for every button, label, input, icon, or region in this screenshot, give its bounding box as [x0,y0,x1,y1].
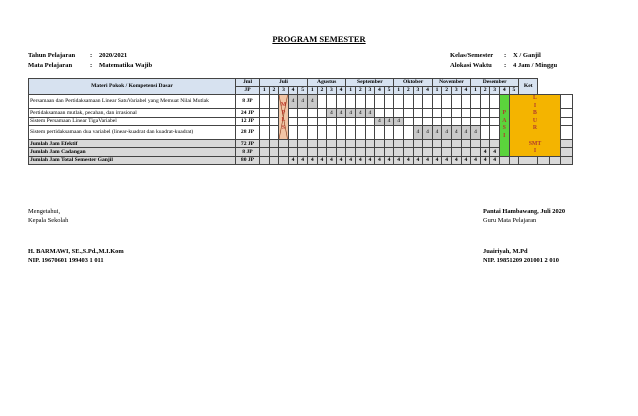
week-cell [432,109,442,117]
libur-block-letter: I [533,102,537,109]
week-cell: 4 [413,156,423,164]
week-cell [490,125,500,139]
cell-ket [561,156,573,164]
week-cell [413,148,423,156]
week-cell [451,109,461,117]
week-cell [461,109,471,117]
week-cell [288,125,298,139]
week-cell [288,117,298,125]
week-cell [394,95,404,109]
week-cell: 4 [480,148,490,156]
week-cell [432,148,442,156]
week-cell [451,148,461,156]
week-cell [423,148,433,156]
week-cell [317,148,327,156]
week-cell: 4 [403,156,413,164]
cell-ket [561,148,573,156]
week-cell: 4 [461,125,471,139]
week-cell [384,140,394,148]
week-cell [298,109,308,117]
cell-jp: 80 JP [236,156,260,164]
week-cell: 4 [327,109,337,117]
cell-ket [561,117,573,125]
week-cell [365,117,375,125]
week-cell [269,140,279,148]
week-cell [403,117,413,125]
header-week: 3 [451,87,461,95]
week-cell [279,140,289,148]
cell-materi: Sistem Persamaan Linear TigaVariabel [29,117,236,125]
week-cell: 4 [451,125,461,139]
summary-row [29,148,573,156]
week-cell [519,156,538,164]
week-cell [432,140,442,148]
week-cell: 4 [327,156,337,164]
week-cell [336,125,346,139]
week-cell [288,109,298,117]
week-cell [327,117,337,125]
week-cell [461,117,471,125]
table-row [29,117,573,125]
cell-jp: 8 JP [236,148,260,156]
week-cell [260,109,270,117]
header-week: 1 [471,87,481,95]
header-week: 2 [480,87,490,95]
week-cell [384,148,394,156]
libur-block-letter [511,133,560,141]
week-cell [480,125,490,139]
week-cell [355,117,365,125]
libur-block-text [511,95,560,156]
header-month: Desember [471,79,519,87]
week-cell [260,156,270,164]
week-cell: 4 [355,156,365,164]
week-cell [317,95,327,109]
week-cell: 4 [480,156,490,164]
week-cell [442,117,452,125]
week-cell [471,109,481,117]
cell-jp: 28 JP [236,125,260,139]
week-cell [317,125,327,139]
week-cell: 4 [384,156,394,164]
meta-left-block [28,51,152,71]
meta-row-alokasi [450,61,557,71]
mpls-block [279,95,289,140]
header-week: 3 [327,87,337,95]
week-cell [394,148,404,156]
summary-row [29,156,573,164]
week-cell [490,140,500,148]
week-cell [298,117,308,125]
signature-place: Pantai Hambawang, Juli 2020 [483,208,566,215]
week-cell [365,125,375,139]
week-cell [384,95,394,109]
week-cell [336,117,346,125]
week-cell [279,156,289,164]
week-cell: 4 [461,156,471,164]
week-cell: 4 [336,109,346,117]
week-cell: 4 [471,125,481,139]
week-cell [384,109,394,117]
header-week: 4 [461,87,471,95]
week-cell: 4 [423,156,433,164]
week-cell [307,140,317,148]
header-week: 2 [442,87,452,95]
week-cell [461,95,471,109]
signature-name: H. BARMAWI, SE.,S.Pd.,M.I.Kom [28,248,124,255]
week-cell [471,140,481,148]
libur-block-letter: B [533,110,537,117]
week-cell [260,95,270,109]
meta-key: Tahun Pelajaran [28,52,76,59]
document-title: PROGRAM SEMESTER [272,34,366,44]
cell-jp: 24 JP [236,109,260,117]
week-cell [480,95,490,109]
cell-ket [561,125,573,139]
week-cell [260,125,270,139]
week-cell [471,148,481,156]
header-materi: Materi Pokok / Kompetensi Dasar [29,79,236,95]
week-cell [480,117,490,125]
meta-colon: : [504,62,507,69]
week-cell [355,140,365,148]
header-month: Oktober [394,79,432,87]
week-cell [480,140,490,148]
meta-row-kelas [450,51,557,61]
libur-block-letter: I [533,148,537,155]
week-cell [403,109,413,117]
week-cell [432,95,442,109]
week-cell [403,140,413,148]
week-cell [375,125,385,139]
week-cell [269,117,279,125]
week-cell [317,109,327,117]
pas-block-letter: S [502,125,506,132]
cell-materi: Jumlah Jam Total Semester Ganjil [29,156,236,164]
week-cell [269,125,279,139]
cell-materi: Persamaan dan Pertidaksamaan Linear SatuVariabel yang Memuat Nilai Mutlak [29,95,236,109]
header-week: 4 [499,87,509,95]
header-week: 3 [413,87,423,95]
week-cell [413,109,423,117]
week-cell: 4 [442,125,452,139]
week-cell [442,95,452,109]
week-cell [355,95,365,109]
header-week: 3 [279,87,289,95]
meta-row-tahun [28,51,152,61]
week-cell [403,148,413,156]
week-cell: 4 [298,156,308,164]
mpls-block-letter: L [281,117,286,124]
header-week: 4 [288,87,298,95]
mpls-block-letter: P [281,109,286,116]
week-cell [490,109,500,117]
week-cell: 4 [365,156,375,164]
header-month: September [346,79,394,87]
header-week: 5 [509,87,519,95]
week-cell [375,95,385,109]
header-week: 2 [317,87,327,95]
header-ket: Ket [519,79,538,95]
week-cell [413,95,423,109]
header-week: 1 [432,87,442,95]
cell-jp: 8 JP [236,95,260,109]
week-cell [279,148,289,156]
signature-nip: NIP. 19851209 201001 2 010 [483,257,559,264]
week-cell [403,125,413,139]
meta-right-block [450,51,557,71]
week-cell [346,148,356,156]
header-week: 1 [346,87,356,95]
libur-block-letter: SMT [528,140,542,147]
cell-materi: Jumlah Jam Efektif [29,140,236,148]
week-cell [384,125,394,139]
week-cell [442,148,452,156]
libur-block [509,95,561,157]
cell-jp: 12 JP [236,117,260,125]
week-cell: 4 [365,109,375,117]
week-cell [346,95,356,109]
week-cell [423,140,433,148]
header-month: November [432,79,470,87]
week-cell: 4 [317,156,327,164]
week-cell: 4 [336,156,346,164]
table-row [29,125,573,139]
signature-nip: NIP. 19670601 199403 1 011 [28,257,104,264]
week-cell [336,148,346,156]
cell-ket [561,140,573,148]
week-cell [461,148,471,156]
cell-jp: 72 JP [236,140,260,148]
week-cell [394,125,404,139]
week-cell [336,95,346,109]
header-week: 3 [490,87,500,95]
week-cell [288,140,298,148]
week-cell [394,140,404,148]
week-cell: 4 [442,156,452,164]
cell-materi: Sistem pertidaksamaan dua variabel (linear-kuadrat dan kuadrat-kuadrat) [29,125,236,139]
week-cell: 4 [432,156,442,164]
week-cell: 4 [307,156,317,164]
meta-colon: : [90,52,93,59]
meta-row-mapel [28,61,152,71]
table-row [29,109,573,117]
week-cell [355,148,365,156]
week-cell [269,95,279,109]
week-cell [336,140,346,148]
week-cell [355,125,365,139]
meta-key: Kelas/Semester [450,52,494,59]
week-cell: 4 [346,109,356,117]
mpls-block-letter: S [281,124,286,131]
header-week: 2 [403,87,413,95]
week-cell [549,156,561,164]
header-jp: JP [236,87,260,95]
header-week: 4 [423,87,433,95]
signature-role: Kepala Sekolah [28,217,69,224]
week-cell [298,148,308,156]
libur-block-letter: R [532,125,538,132]
meta-value: X / Ganjil [513,52,541,59]
week-cell [327,140,337,148]
week-cell [260,148,270,156]
cell-materi: Pertidaksamaan mutlak, pecahan, dan irrasional [29,109,236,117]
week-cell [451,140,461,148]
week-cell [423,117,433,125]
cell-ket [561,95,573,109]
week-cell [480,109,490,117]
week-cell [375,148,385,156]
week-cell [307,109,317,117]
week-cell: 4 [471,156,481,164]
program-semester-table [28,78,573,165]
week-cell [413,117,423,125]
header-week: 4 [336,87,346,95]
table-row [29,95,573,109]
week-cell [423,95,433,109]
header-month: Agustus [307,79,345,87]
week-cell [451,117,461,125]
week-cell: 4 [423,125,433,139]
header-week: 3 [365,87,375,95]
signature-name: Juairiyah, M.Pd [483,248,528,255]
week-cell [375,109,385,117]
week-cell [423,109,433,117]
week-cell [260,140,270,148]
mpls-block-text [280,102,287,132]
meta-colon: : [504,52,507,59]
signature-teacher [483,207,565,265]
week-cell [317,117,327,125]
signature-role: Guru Mata Pelajaran [483,217,537,224]
week-cell: 4 [394,156,404,164]
meta-key: Alokasi Waktu [450,62,492,69]
header-week: 5 [298,87,308,95]
signature-principal [28,207,124,265]
week-cell [509,156,519,164]
header-month: Juli [260,79,308,87]
pas-block-letter: I [503,132,506,139]
week-cell [490,117,500,125]
meta-value: 4 Jam / Minggu [513,62,558,69]
summary-row [29,140,573,148]
libur-block-letter: U [532,117,538,124]
week-cell [499,156,509,164]
pas-block-text [501,110,508,140]
header-week: 1 [394,87,404,95]
week-cell [471,95,481,109]
week-cell: 4 [288,95,298,109]
week-cell [307,148,317,156]
week-cell [327,95,337,109]
week-cell [442,109,452,117]
header-week: 1 [307,87,317,95]
week-cell [269,148,279,156]
header-week: 1 [260,87,270,95]
week-cell [365,140,375,148]
header-jml: Jml [236,79,260,87]
week-cell: 4 [375,156,385,164]
cell-ket [561,109,573,117]
header-week: 4 [375,87,385,95]
week-cell [365,148,375,156]
week-cell: 4 [384,117,394,125]
week-cell [403,95,413,109]
week-cell [298,125,308,139]
week-cell: 4 [451,156,461,164]
week-cell [269,156,279,164]
signature-place: Mengetahui, [28,208,61,215]
week-cell: 4 [298,95,308,109]
week-cell: 4 [355,109,365,117]
week-cell [307,117,317,125]
week-cell [346,125,356,139]
week-cell [432,117,442,125]
week-cell [346,117,356,125]
week-cell [269,109,279,117]
meta-colon: : [90,62,93,69]
week-cell [317,140,327,148]
header-week: 2 [269,87,279,95]
week-cell [413,140,423,148]
meta-key: Mata Pelajaran [28,62,73,69]
pas-block [499,95,509,157]
pas-block-letter: A [502,117,507,124]
header-week: 2 [355,87,365,95]
week-cell [451,95,461,109]
week-cell: 4 [346,156,356,164]
week-cell: 4 [288,156,298,164]
week-cell: 4 [375,117,385,125]
week-cell [365,95,375,109]
pas-block-letter: P [502,110,507,117]
week-cell [298,140,308,148]
week-cell [442,140,452,148]
meta-value: Matematika Wajib [99,62,153,69]
week-cell [307,125,317,139]
week-cell [260,117,270,125]
week-cell: 4 [413,125,423,139]
week-cell [327,125,337,139]
week-cell [288,148,298,156]
week-cell [538,156,550,164]
week-cell: 4 [394,117,404,125]
week-cell [346,140,356,148]
week-cell [471,117,481,125]
meta-value: 2020/2021 [99,52,128,59]
week-cell [394,109,404,117]
week-cell: 4 [490,156,500,164]
libur-block-letter: L [533,95,537,101]
cell-materi: Jumlah Jam Cadangan [29,148,236,156]
week-cell: 4 [307,95,317,109]
week-cell [327,148,337,156]
week-cell [375,140,385,148]
week-cell [490,95,500,109]
week-cell: 4 [490,148,500,156]
week-cell: 4 [432,125,442,139]
header-week: 5 [384,87,394,95]
mpls-block-letter: M [280,101,287,108]
week-cell [461,140,471,148]
